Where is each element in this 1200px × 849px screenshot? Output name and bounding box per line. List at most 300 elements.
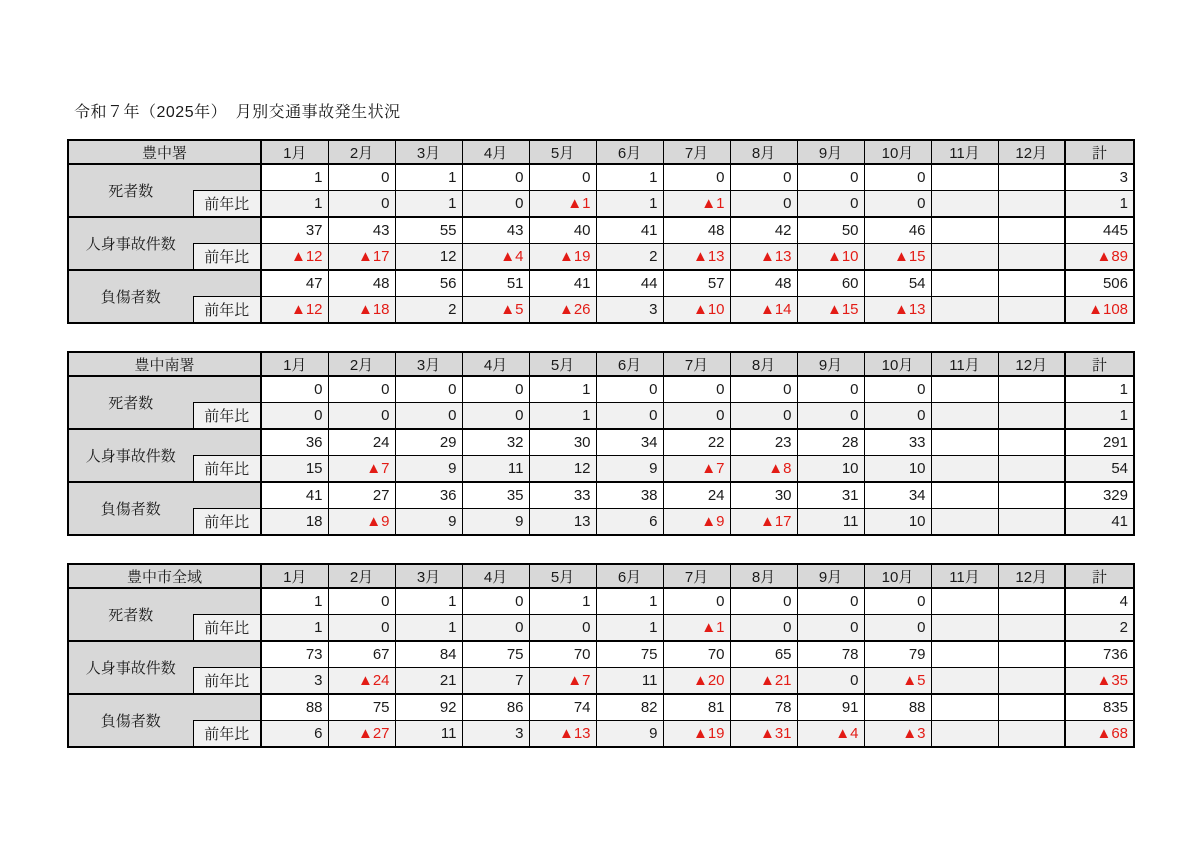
month-column-header: 9月	[797, 352, 864, 376]
value-cell: ▲5	[864, 668, 931, 695]
value-cell	[998, 509, 1065, 536]
value-cell: 22	[663, 429, 730, 456]
value-cell: 9	[462, 509, 529, 536]
value-cell: 0	[730, 376, 797, 403]
value-cell: 92	[395, 694, 462, 721]
value-cell: 41	[596, 217, 663, 244]
value-cell	[998, 694, 1065, 721]
value-cell: 0	[395, 403, 462, 430]
category-label: 負傷者数	[68, 270, 193, 323]
value-cell: 0	[864, 588, 931, 615]
value-cell: 31	[797, 482, 864, 509]
value-cell: 34	[596, 429, 663, 456]
value-cell: 0	[864, 403, 931, 430]
value-cell: ▲13	[663, 244, 730, 271]
value-cell: 47	[261, 270, 328, 297]
yoy-row	[68, 509, 1134, 536]
value-cell: 0	[462, 403, 529, 430]
value-cell: 1	[395, 191, 462, 218]
value-cell: 0	[328, 164, 395, 191]
value-cell: 6	[596, 509, 663, 536]
count-row	[68, 588, 1134, 615]
month-column-header: 7月	[663, 352, 730, 376]
value-cell: ▲19	[529, 244, 596, 271]
value-cell	[998, 668, 1065, 695]
value-cell: 0	[328, 403, 395, 430]
value-cell: 54	[1065, 456, 1134, 483]
value-cell: 0	[261, 376, 328, 403]
value-cell: ▲4	[462, 244, 529, 271]
value-cell: 10	[797, 456, 864, 483]
month-column-header: 7月	[663, 140, 730, 164]
yoy-label: 前年比	[193, 456, 261, 483]
value-cell: 0	[529, 164, 596, 191]
value-cell: 0	[663, 376, 730, 403]
value-cell: 506	[1065, 270, 1134, 297]
category-label: 負傷者数	[68, 694, 193, 747]
count-row	[68, 429, 1134, 456]
value-cell: 736	[1065, 641, 1134, 668]
value-cell: 27	[328, 482, 395, 509]
month-column-header: 1月	[261, 352, 328, 376]
month-column-header: 4月	[462, 140, 529, 164]
category-filler	[193, 164, 261, 191]
header-row	[68, 564, 1134, 588]
month-column-header: 1月	[261, 564, 328, 588]
stats-table-1	[67, 139, 1135, 324]
value-cell: 1	[529, 588, 596, 615]
value-cell: 1	[261, 615, 328, 642]
value-cell: 0	[730, 164, 797, 191]
value-cell	[931, 482, 998, 509]
value-cell: 1	[596, 164, 663, 191]
value-cell: 9	[395, 456, 462, 483]
month-column-header: 10月	[864, 352, 931, 376]
value-cell: 291	[1065, 429, 1134, 456]
value-cell: 0	[663, 164, 730, 191]
value-cell: 0	[730, 403, 797, 430]
month-column-header: 12月	[998, 352, 1065, 376]
month-column-header: 6月	[596, 352, 663, 376]
value-cell: 835	[1065, 694, 1134, 721]
value-cell: 0	[864, 615, 931, 642]
value-cell: 3	[1065, 164, 1134, 191]
value-cell: 10	[864, 509, 931, 536]
value-cell: 0	[462, 615, 529, 642]
value-cell: 67	[328, 641, 395, 668]
yoy-row	[68, 615, 1134, 642]
value-cell	[931, 694, 998, 721]
value-cell	[998, 641, 1065, 668]
value-cell: ▲20	[663, 668, 730, 695]
value-cell: 3	[596, 297, 663, 324]
value-cell	[931, 456, 998, 483]
value-cell: 43	[462, 217, 529, 244]
value-cell	[998, 403, 1065, 430]
value-cell: 0	[663, 588, 730, 615]
value-cell: 3	[261, 668, 328, 695]
value-cell: ▲68	[1065, 721, 1134, 748]
total-column-header: 計	[1065, 564, 1134, 588]
month-column-header: 6月	[596, 564, 663, 588]
category-label: 負傷者数	[68, 482, 193, 535]
value-cell	[998, 615, 1065, 642]
value-cell: 0	[462, 191, 529, 218]
value-cell: 1	[596, 191, 663, 218]
value-cell: 44	[596, 270, 663, 297]
value-cell: 0	[261, 403, 328, 430]
month-column-header: 8月	[730, 140, 797, 164]
yoy-row	[68, 297, 1134, 324]
value-cell: 48	[328, 270, 395, 297]
value-cell: 0	[328, 376, 395, 403]
value-cell	[998, 244, 1065, 271]
value-cell: 11	[462, 456, 529, 483]
value-cell: 9	[596, 721, 663, 748]
value-cell: 38	[596, 482, 663, 509]
value-cell	[931, 244, 998, 271]
value-cell: 73	[261, 641, 328, 668]
value-cell: 18	[261, 509, 328, 536]
month-column-header: 3月	[395, 564, 462, 588]
value-cell: ▲17	[328, 244, 395, 271]
value-cell: 50	[797, 217, 864, 244]
value-cell	[998, 429, 1065, 456]
value-cell	[931, 297, 998, 324]
value-cell: 70	[529, 641, 596, 668]
value-cell: ▲13	[529, 721, 596, 748]
value-cell: ▲27	[328, 721, 395, 748]
category-label: 死者数	[68, 164, 193, 217]
value-cell: 48	[663, 217, 730, 244]
value-cell: 81	[663, 694, 730, 721]
value-cell: ▲17	[730, 509, 797, 536]
value-cell: ▲10	[797, 244, 864, 271]
value-cell: 4	[1065, 588, 1134, 615]
value-cell: 10	[864, 456, 931, 483]
value-cell: 1	[1065, 403, 1134, 430]
month-column-header: 5月	[529, 564, 596, 588]
month-column-header: 3月	[395, 140, 462, 164]
value-cell: 42	[730, 217, 797, 244]
value-cell: 36	[395, 482, 462, 509]
value-cell: 1	[261, 588, 328, 615]
value-cell: 28	[797, 429, 864, 456]
value-cell	[931, 270, 998, 297]
value-cell: 0	[596, 403, 663, 430]
value-cell: 0	[797, 668, 864, 695]
value-cell: 88	[864, 694, 931, 721]
value-cell	[931, 641, 998, 668]
yoy-row	[68, 456, 1134, 483]
value-cell: 29	[395, 429, 462, 456]
value-cell: 0	[663, 403, 730, 430]
value-cell: 54	[864, 270, 931, 297]
month-column-header: 5月	[529, 140, 596, 164]
value-cell	[998, 217, 1065, 244]
value-cell: 6	[261, 721, 328, 748]
value-cell	[931, 588, 998, 615]
station-header: 豊中市全域	[68, 564, 261, 588]
value-cell: 0	[462, 376, 529, 403]
station-header: 豊中南署	[68, 352, 261, 376]
value-cell: ▲12	[261, 244, 328, 271]
category-filler	[193, 694, 261, 721]
station-header: 豊中署	[68, 140, 261, 164]
count-row	[68, 217, 1134, 244]
value-cell	[931, 668, 998, 695]
value-cell: ▲1	[663, 615, 730, 642]
value-cell: 40	[529, 217, 596, 244]
value-cell: 0	[328, 588, 395, 615]
value-cell: 7	[462, 668, 529, 695]
value-cell: 82	[596, 694, 663, 721]
value-cell: 51	[462, 270, 529, 297]
value-cell	[998, 297, 1065, 324]
value-cell: 15	[261, 456, 328, 483]
value-cell: 0	[395, 376, 462, 403]
value-cell: 55	[395, 217, 462, 244]
total-column-header: 計	[1065, 352, 1134, 376]
value-cell: 1	[261, 191, 328, 218]
yoy-label: 前年比	[193, 191, 261, 218]
value-cell	[931, 429, 998, 456]
value-cell: 30	[529, 429, 596, 456]
value-cell: 0	[797, 164, 864, 191]
value-cell: ▲18	[328, 297, 395, 324]
count-row	[68, 376, 1134, 403]
value-cell: 57	[663, 270, 730, 297]
value-cell: 0	[797, 403, 864, 430]
value-cell	[931, 615, 998, 642]
stats-table-3	[67, 563, 1135, 748]
value-cell: 41	[529, 270, 596, 297]
value-cell: 12	[529, 456, 596, 483]
yoy-label: 前年比	[193, 244, 261, 271]
month-column-header: 2月	[328, 564, 395, 588]
value-cell: 12	[395, 244, 462, 271]
month-column-header: 10月	[864, 140, 931, 164]
value-cell: 37	[261, 217, 328, 244]
category-filler	[193, 482, 261, 509]
value-cell: 0	[797, 588, 864, 615]
value-cell: ▲5	[462, 297, 529, 324]
month-column-header: 8月	[730, 352, 797, 376]
value-cell	[998, 270, 1065, 297]
yoy-row	[68, 191, 1134, 218]
yoy-row	[68, 668, 1134, 695]
month-column-header: 11月	[931, 140, 998, 164]
value-cell: 24	[328, 429, 395, 456]
value-cell: 0	[462, 588, 529, 615]
month-column-header: 6月	[596, 140, 663, 164]
value-cell: 36	[261, 429, 328, 456]
value-cell	[931, 164, 998, 191]
value-cell	[931, 721, 998, 748]
value-cell: ▲9	[663, 509, 730, 536]
page-title: 令和７年（2025年） 月別交通事故発生状況	[74, 104, 401, 121]
stats-table-2	[67, 351, 1135, 536]
category-label: 人身事故件数	[68, 641, 193, 694]
value-cell: 43	[328, 217, 395, 244]
yoy-row	[68, 403, 1134, 430]
yoy-label: 前年比	[193, 615, 261, 642]
value-cell: 75	[462, 641, 529, 668]
value-cell: 34	[864, 482, 931, 509]
value-cell: 1	[596, 615, 663, 642]
value-cell: 86	[462, 694, 529, 721]
value-cell: 0	[797, 191, 864, 218]
value-cell: 70	[663, 641, 730, 668]
value-cell: ▲4	[797, 721, 864, 748]
category-label: 死者数	[68, 376, 193, 429]
value-cell: ▲26	[529, 297, 596, 324]
value-cell: 23	[730, 429, 797, 456]
value-cell: 60	[797, 270, 864, 297]
category-filler	[193, 641, 261, 668]
value-cell: 78	[730, 694, 797, 721]
value-cell: 9	[596, 456, 663, 483]
value-cell: 11	[596, 668, 663, 695]
value-cell: 48	[730, 270, 797, 297]
value-cell: 41	[261, 482, 328, 509]
count-row	[68, 164, 1134, 191]
value-cell: ▲14	[730, 297, 797, 324]
value-cell: 32	[462, 429, 529, 456]
yoy-label: 前年比	[193, 721, 261, 748]
value-cell	[998, 191, 1065, 218]
tables-container	[67, 139, 1135, 775]
value-cell: 2	[1065, 615, 1134, 642]
value-cell: 1	[1065, 376, 1134, 403]
value-cell: 1	[1065, 191, 1134, 218]
month-column-header: 12月	[998, 564, 1065, 588]
month-column-header: 9月	[797, 140, 864, 164]
value-cell: 1	[395, 615, 462, 642]
value-cell: 445	[1065, 217, 1134, 244]
count-row	[68, 694, 1134, 721]
value-cell: 75	[596, 641, 663, 668]
value-cell: ▲13	[730, 244, 797, 271]
value-cell: ▲31	[730, 721, 797, 748]
month-column-header: 8月	[730, 564, 797, 588]
value-cell: 79	[864, 641, 931, 668]
month-column-header: 5月	[529, 352, 596, 376]
value-cell: ▲15	[864, 244, 931, 271]
value-cell: 33	[864, 429, 931, 456]
value-cell	[931, 217, 998, 244]
yoy-label: 前年比	[193, 509, 261, 536]
value-cell: 78	[797, 641, 864, 668]
yoy-label: 前年比	[193, 668, 261, 695]
yoy-row	[68, 721, 1134, 748]
value-cell: 41	[1065, 509, 1134, 536]
value-cell: 46	[864, 217, 931, 244]
month-column-header: 3月	[395, 352, 462, 376]
value-cell: 0	[328, 191, 395, 218]
value-cell	[998, 482, 1065, 509]
month-column-header: 11月	[931, 564, 998, 588]
category-label: 死者数	[68, 588, 193, 641]
header-row	[68, 140, 1134, 164]
value-cell: 1	[395, 164, 462, 191]
value-cell: ▲12	[261, 297, 328, 324]
value-cell	[998, 456, 1065, 483]
category-label: 人身事故件数	[68, 429, 193, 482]
value-cell: 30	[730, 482, 797, 509]
value-cell: ▲15	[797, 297, 864, 324]
value-cell	[998, 164, 1065, 191]
value-cell	[931, 376, 998, 403]
value-cell: 1	[596, 588, 663, 615]
value-cell: 0	[864, 376, 931, 403]
value-cell: ▲35	[1065, 668, 1134, 695]
value-cell: 0	[864, 191, 931, 218]
value-cell: 0	[797, 615, 864, 642]
value-cell: ▲24	[328, 668, 395, 695]
category-filler	[193, 270, 261, 297]
value-cell: ▲108	[1065, 297, 1134, 324]
category-label: 人身事故件数	[68, 217, 193, 270]
yoy-label: 前年比	[193, 297, 261, 324]
value-cell: ▲1	[663, 191, 730, 218]
value-cell: ▲89	[1065, 244, 1134, 271]
month-column-header: 4月	[462, 564, 529, 588]
value-cell: ▲7	[328, 456, 395, 483]
category-filler	[193, 588, 261, 615]
value-cell: 0	[730, 191, 797, 218]
value-cell: 75	[328, 694, 395, 721]
value-cell: ▲1	[529, 191, 596, 218]
value-cell	[998, 721, 1065, 748]
month-column-header: 1月	[261, 140, 328, 164]
value-cell: ▲13	[864, 297, 931, 324]
month-column-header: 12月	[998, 140, 1065, 164]
value-cell: 74	[529, 694, 596, 721]
value-cell: 0	[529, 615, 596, 642]
value-cell: 0	[864, 164, 931, 191]
month-column-header: 10月	[864, 564, 931, 588]
month-column-header: 11月	[931, 352, 998, 376]
value-cell: 0	[797, 376, 864, 403]
month-column-header: 2月	[328, 352, 395, 376]
value-cell: 1	[395, 588, 462, 615]
value-cell: 88	[261, 694, 328, 721]
value-cell: 0	[328, 615, 395, 642]
value-cell: ▲7	[529, 668, 596, 695]
value-cell: ▲8	[730, 456, 797, 483]
count-row	[68, 641, 1134, 668]
value-cell	[931, 509, 998, 536]
value-cell: ▲10	[663, 297, 730, 324]
value-cell: 1	[529, 403, 596, 430]
value-cell: 1	[261, 164, 328, 191]
value-cell: ▲19	[663, 721, 730, 748]
value-cell: ▲21	[730, 668, 797, 695]
category-filler	[193, 217, 261, 244]
month-column-header: 7月	[663, 564, 730, 588]
yoy-row	[68, 244, 1134, 271]
value-cell: 329	[1065, 482, 1134, 509]
category-filler	[193, 429, 261, 456]
value-cell: 11	[797, 509, 864, 536]
value-cell: 0	[730, 615, 797, 642]
value-cell: 0	[462, 164, 529, 191]
value-cell: ▲9	[328, 509, 395, 536]
yoy-label: 前年比	[193, 403, 261, 430]
value-cell: 3	[462, 721, 529, 748]
month-column-header: 4月	[462, 352, 529, 376]
